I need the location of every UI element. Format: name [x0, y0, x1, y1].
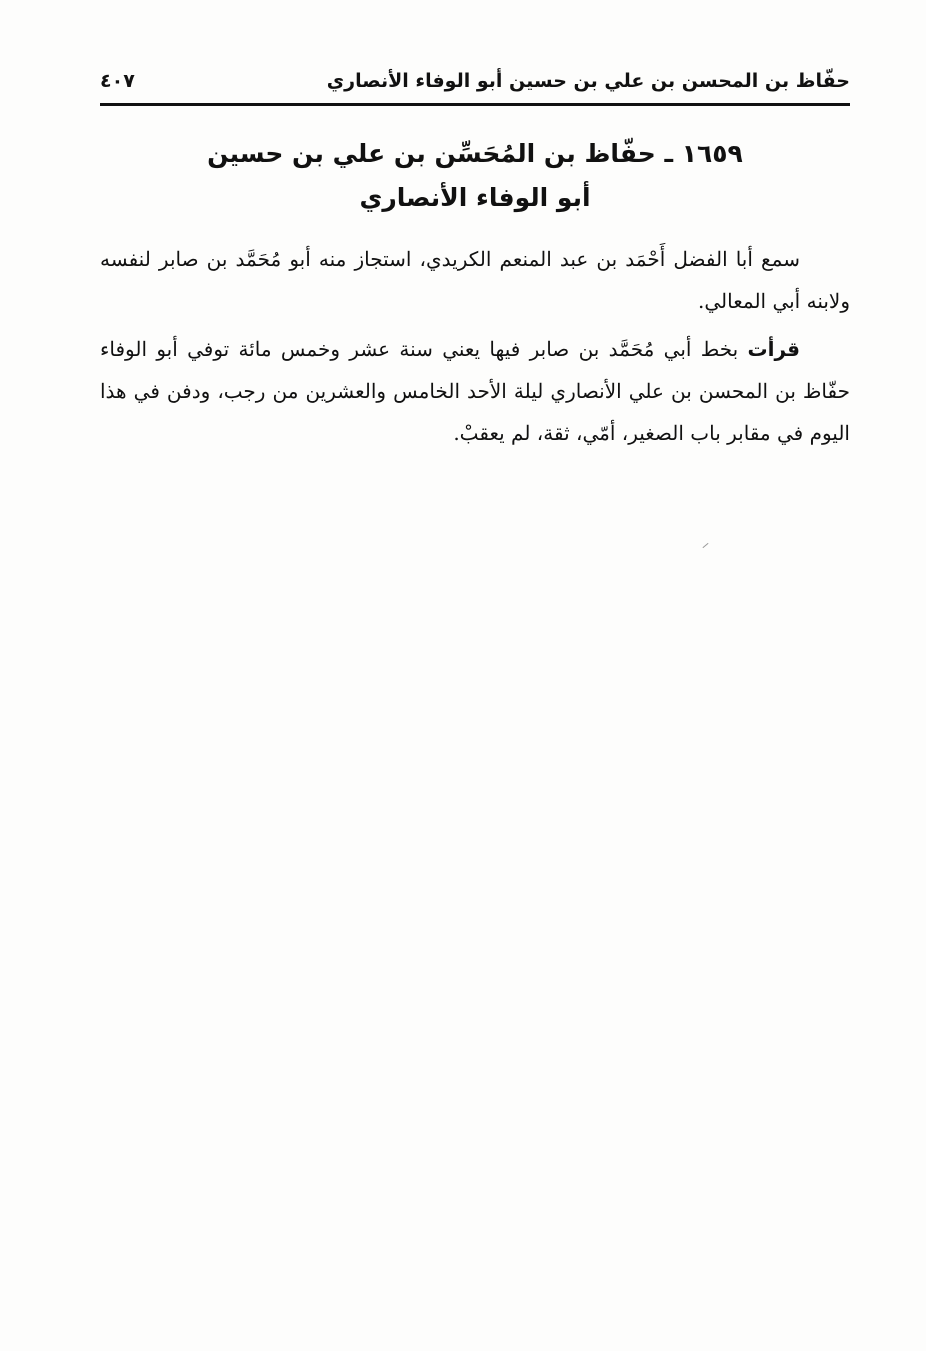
header-rule — [100, 103, 850, 106]
paragraph-1: سمع أبا الفضل أَحْمَد بن عبد المنعم الكريدي، استجاز منه أبو مُحَمَّد بن صابر لنفسه ولابنه أبي المعالي. — [100, 247, 850, 313]
entry-heading-line-2: أبو الوفاء الأنصاري — [359, 183, 591, 212]
paragraph-2 — [100, 328, 850, 454]
entry-body — [100, 238, 850, 460]
scan-speck — [702, 543, 708, 548]
running-title: حفّاظ بن المحسن بن علي بن حسين أبو الوفاء الأنصاري — [326, 70, 850, 92]
entry-heading — [100, 132, 850, 220]
running-header — [100, 66, 850, 104]
paragraph-2-text: بخط أبي مُحَمَّد بن صابر فيها يعني سنة عشر وخمس مائة توفي أبو الوفاء حفّاظ بن المحسن بن علي الأنصاري ليلة الأحد الخامس والعشرين من رجب، ودفن في هذا اليوم في مقابر باب الصغير، أمّي، ثقة، لم يعقبْ. — [100, 337, 850, 445]
page-number: ٤٠٧ — [100, 70, 135, 92]
paragraph-2-lead-word: قرأت — [747, 337, 800, 361]
entry-heading-line-1: ١٦٥٩ ـ حفّاظ بن المُحَسِّن بن علي بن حسين — [207, 139, 743, 168]
